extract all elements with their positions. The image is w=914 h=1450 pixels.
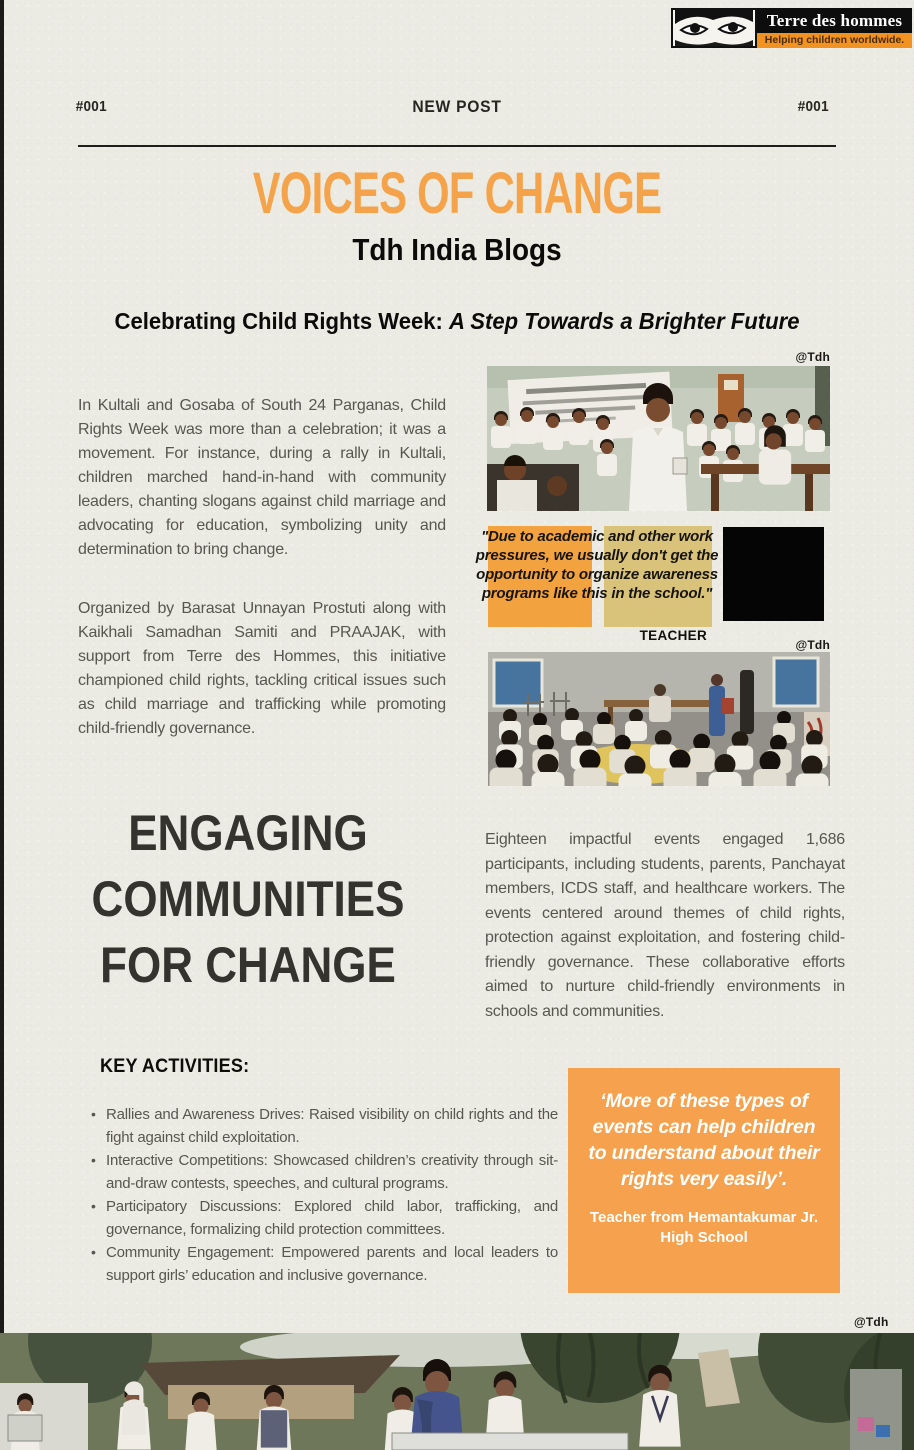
pillar [850, 1369, 902, 1450]
article-heading-separator: : [435, 308, 450, 334]
key-activity-item: • Rallies and Awareness Drives: Raised visibility on child rights and the fight against child exploitation. [106, 1103, 558, 1149]
highlight-quote-text: ‘More of these types of events can help children to understand about their rights very easily’. [588, 1090, 820, 1190]
key-activity-item: • Community Engagement: Empowered parents and local leaders to support girls’ education and inclusive governance. [106, 1241, 558, 1287]
logo-text-block [757, 8, 912, 48]
standing-figure [740, 670, 754, 734]
rally-photo [0, 1333, 914, 1450]
issue-number-right: #001 [797, 98, 829, 115]
eyes-drawing [673, 10, 755, 46]
article-paragraph-1: In Kultali and Gosaba of South 24 Parganas, Child Rights Week was more than a celebration; it was a movement. For instance, during a rally in Kultali, children marched hand-in-hand with community leaders, chanting slogans against child marriage and advocating for education, symbolizing unity and determination to bring change. [78, 397, 446, 558]
section-heading-line-2: COMMUNITIES [91, 871, 405, 927]
photo1-credit: @Tdh [795, 350, 830, 364]
section-heading-line-1: ENGAGING [128, 805, 368, 861]
masthead-rule [78, 145, 836, 147]
tdh-logo [671, 8, 912, 48]
key-activity-item: • Participatory Discussions: Explored child labor, trafficking, and governance, formalizing child protection committees. [106, 1195, 558, 1241]
section-heading-engaging [72, 800, 424, 998]
highlight-quote-box [568, 1068, 840, 1293]
photo3-credit: @Tdh [854, 1315, 889, 1329]
page-left-edge [0, 0, 4, 1336]
new-post-label: NEW POST [412, 97, 502, 116]
teacher-quote-block [475, 526, 830, 627]
rally-scene [0, 1333, 914, 1450]
article-paragraph-2: Organized by Barasat Unnayan Prostuti along with Kaikhali Samadhan Samiti and PRAAJAK, with support from Terre des Hommes, this initiative championed child rights, tackling critical issues such as child marriage and trafficking while promoting child-friendly governance. [78, 600, 446, 737]
key-activities-list [106, 1103, 558, 1287]
highlight-quote-attribution: Teacher from Hemantakumar Jr. High School [589, 1209, 819, 1246]
window-left [494, 660, 542, 706]
logo-tagline: Helping children worldwide. [757, 33, 912, 48]
classroom-photo-session [488, 652, 830, 786]
eyes-artwork-icon [671, 8, 757, 48]
photo2-credit: @Tdh [795, 638, 830, 652]
page-title: VOICES OF CHANGE [252, 161, 662, 226]
article-heading [18, 308, 895, 336]
key-activities-heading: KEY ACTIVITIES: [100, 1056, 250, 1077]
teacher-quote-attribution: TEACHER [639, 628, 707, 643]
classroom-photo-speaking-boy [487, 366, 830, 511]
classroom-scene-1 [487, 366, 830, 511]
section-heading-line-3: FOR CHANGE [100, 937, 396, 993]
page-subtitle: Tdh India Blogs [352, 232, 562, 267]
key-activity-item: • Interactive Competitions: Showcased children’s creativity through sit-and-draw contests, speeches, and cultural programs. [106, 1149, 558, 1195]
article-heading-bold: Celebrating Child Rights Week [114, 308, 436, 334]
article-heading-italic: A Step Towards a Brighter Future [449, 308, 800, 334]
issue-number-left: #001 [75, 98, 107, 115]
logo-brand-name: Terre des hommes [757, 8, 912, 33]
video-thumbnail-black [723, 527, 824, 621]
window-right [774, 658, 818, 706]
classroom-scene-2 [488, 652, 830, 786]
teacher-quote-text: "Due to academic and other work pressures, we usually don't get the opportunity to organize awareness programs like this in the school." [475, 528, 719, 602]
section2-paragraph: Eighteen impactful events engaged 1,686 participants, including students, parents, Panchayat members, ICDS staff, and healthcare workers. The events centered around themes of child rights, protection against exploitation, and fostering child-friendly governance. These collaborative efforts aimed to nurture child-friendly environments in schools and communities. [485, 831, 845, 1020]
